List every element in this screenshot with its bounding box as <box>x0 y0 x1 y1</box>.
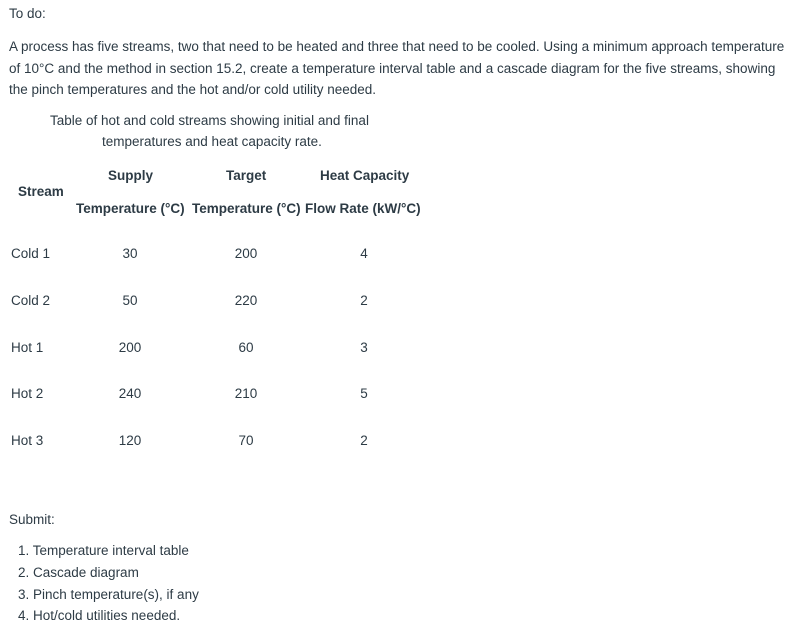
stream-name: Hot 1 <box>11 340 44 355</box>
heat-capacity-flow-rate: 2 <box>360 433 368 448</box>
target-temperature: 210 <box>234 386 258 401</box>
todo-heading: To do: <box>9 6 46 21</box>
list-item: 4. Hot/cold utilities needed. <box>18 608 181 623</box>
header-target: Target <box>226 168 267 183</box>
heat-capacity-flow-rate: 2 <box>360 293 368 308</box>
stream-name: Hot 2 <box>11 386 44 401</box>
problem-description: A process has five streams, two that need to be heated and three that need to be cooled. Using a minimum approach temperature of 10°C and the method in section 15.2, create a temperature interval table and a cascade diagram for the five streams, showing the pinch temperatures and the hot and/or cold utility needed. <box>9 39 785 97</box>
supply-temperature: 200 <box>118 340 142 355</box>
heat-capacity-flow-rate: 5 <box>360 386 368 401</box>
header-stream: Stream <box>18 184 64 199</box>
target-temperature: 220 <box>234 293 258 308</box>
supply-temperature: 50 <box>122 293 138 308</box>
list-item: 1. Temperature interval table <box>18 543 189 558</box>
target-temperature: 60 <box>238 340 254 355</box>
header-target-unit: Temperature (°C) <box>192 201 301 216</box>
list-item: 3. Pinch temperature(s), if any <box>18 587 199 602</box>
table-caption-line2: temperatures and heat capacity rate. <box>102 134 322 149</box>
target-temperature: 200 <box>234 246 258 261</box>
list-item: 2. Cascade diagram <box>18 565 139 580</box>
heat-capacity-flow-rate: 3 <box>360 340 368 355</box>
heat-capacity-flow-rate: 4 <box>360 246 368 261</box>
submit-label: Submit: <box>9 512 55 527</box>
header-heat-capacity: Heat Capacity <box>320 168 410 183</box>
target-temperature: 70 <box>238 433 254 448</box>
supply-temperature: 30 <box>122 246 138 261</box>
stream-name: Cold 2 <box>11 293 51 308</box>
stream-name: Cold 1 <box>11 246 51 261</box>
header-supply-unit: Temperature (°C) <box>76 201 185 216</box>
header-supply: Supply <box>108 168 154 183</box>
stream-name: Hot 3 <box>11 433 44 448</box>
supply-temperature: 120 <box>118 433 142 448</box>
header-heat-capacity-unit: Flow Rate (kW/°C) <box>305 201 421 216</box>
table-caption-line1: Table of hot and cold streams showing initial and final <box>50 113 369 128</box>
supply-temperature: 240 <box>118 386 142 401</box>
